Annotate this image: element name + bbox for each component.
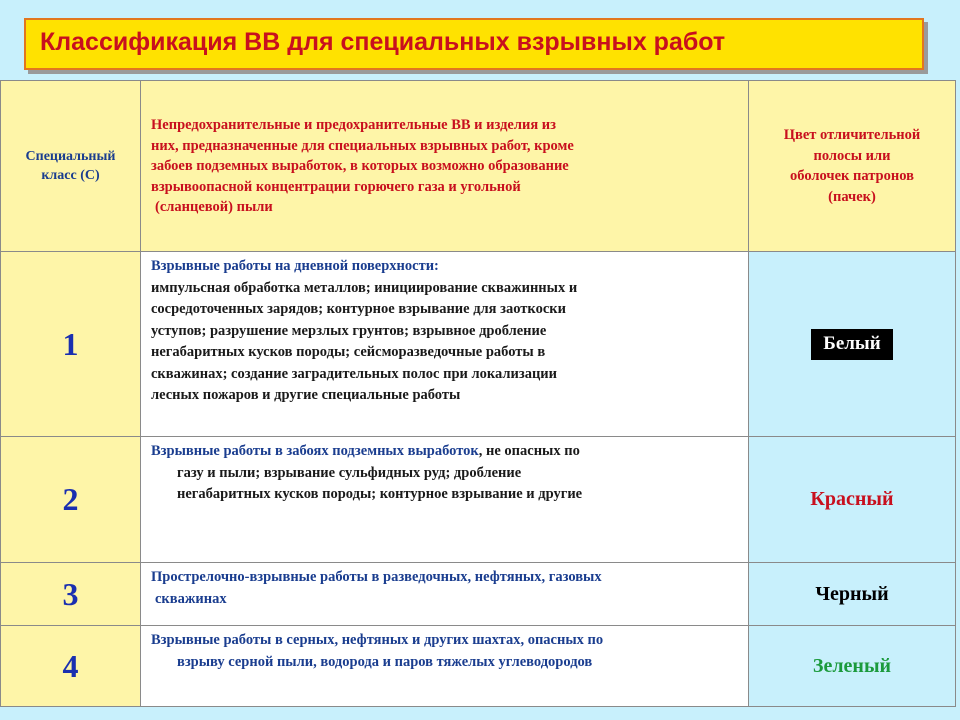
color-label-black: Черный <box>815 582 889 605</box>
header-description <box>141 81 748 218</box>
table-row <box>1 626 956 707</box>
header-class-cell <box>1 81 141 252</box>
row-line: уступов; разрушение мерзлых грунтов; взрывное дробление <box>151 322 547 339</box>
header-color-cell <box>749 81 956 252</box>
row-lead-tail: , не опасных по <box>478 443 580 459</box>
header-description-line: забоев подземных выработок, в которых возможно образование <box>151 158 569 174</box>
class-cell <box>1 563 141 626</box>
row-lead: Прострелочно-взрывные работы в разведочных, нефтяных, газовых <box>151 569 602 585</box>
color-cell <box>749 252 956 437</box>
header-description-line: (сланцевой) пыли <box>155 199 273 215</box>
row-description <box>141 437 748 506</box>
row-lead: Взрывные работы в забоях подземных выработок <box>151 443 479 459</box>
header-row <box>1 81 956 252</box>
class-number: 3 <box>62 575 79 612</box>
class-number: 4 <box>62 647 79 684</box>
class-cell <box>1 252 141 437</box>
header-description-line: взрывоопасной концентрации горючего газа и угольной <box>151 178 521 195</box>
header-color-line: (пачек) <box>828 188 876 205</box>
row-description <box>141 563 748 610</box>
row-line: негабаритных кусков породы; контурное взрывание и другие <box>177 486 583 502</box>
header-color-line: полосы или <box>813 147 891 164</box>
description-cell <box>141 252 749 437</box>
class-number: 1 <box>62 325 79 362</box>
table-row <box>1 563 956 626</box>
header-color-label <box>749 125 955 207</box>
class-cell <box>1 437 141 563</box>
row-description <box>141 252 748 407</box>
row-line: лесных пожаров и другие специальные работы <box>151 387 461 403</box>
header-description-line: Непредохранительные и предохранительные ВВ и изделия из <box>151 117 556 133</box>
color-label-red: Красный <box>810 488 894 510</box>
row-line: сосредоточенных зарядов; контурное взрывание для заоткоски <box>151 301 566 317</box>
table-row <box>1 437 956 563</box>
class-cell <box>1 626 141 707</box>
header-class-label: Специальный класс (С) <box>25 149 116 183</box>
row-line: газу и пыли; взрывание сульфидных руд; дробление <box>177 464 522 481</box>
row-lead: Взрывные работы в серных, нефтяных и других шахтах, опасных по <box>151 632 604 648</box>
row-lead: Взрывные работы на дневной поверхности: <box>151 258 439 274</box>
color-badge-white: Белый <box>811 329 892 360</box>
page-title: Классификация ВВ для специальных взрывных работ <box>40 28 726 56</box>
header-description-cell <box>141 81 749 252</box>
row-line: скважинах; создание заградительных полос при локализации <box>151 365 558 382</box>
classification-table <box>0 80 956 707</box>
row-line: скважинах <box>155 590 227 607</box>
color-cell <box>749 437 956 563</box>
description-cell <box>141 437 749 563</box>
header-color-line: Цвет отличительной <box>783 127 921 143</box>
class-number: 2 <box>62 481 79 517</box>
row-line: взрыву серной пыли, водорода и паров тяжелых углеводородов <box>177 653 593 670</box>
header-description-line: них, предназначенные для специальных взрывных работ, кроме <box>151 137 574 154</box>
row-first-line <box>151 441 739 463</box>
description-cell <box>141 563 749 626</box>
color-label-green: Зеленый <box>812 654 892 677</box>
title-banner <box>24 18 924 70</box>
table-row <box>1 252 956 437</box>
color-cell <box>749 563 956 626</box>
row-description <box>141 626 748 673</box>
row-line: импульсная обработка металлов; инициирование скважинных и <box>151 279 578 296</box>
description-cell <box>141 626 749 707</box>
color-cell <box>749 626 956 707</box>
row-line: негабаритных кусков породы; сейсморазведочные работы в <box>151 344 546 360</box>
header-color-line: оболочек патронов <box>790 168 914 184</box>
